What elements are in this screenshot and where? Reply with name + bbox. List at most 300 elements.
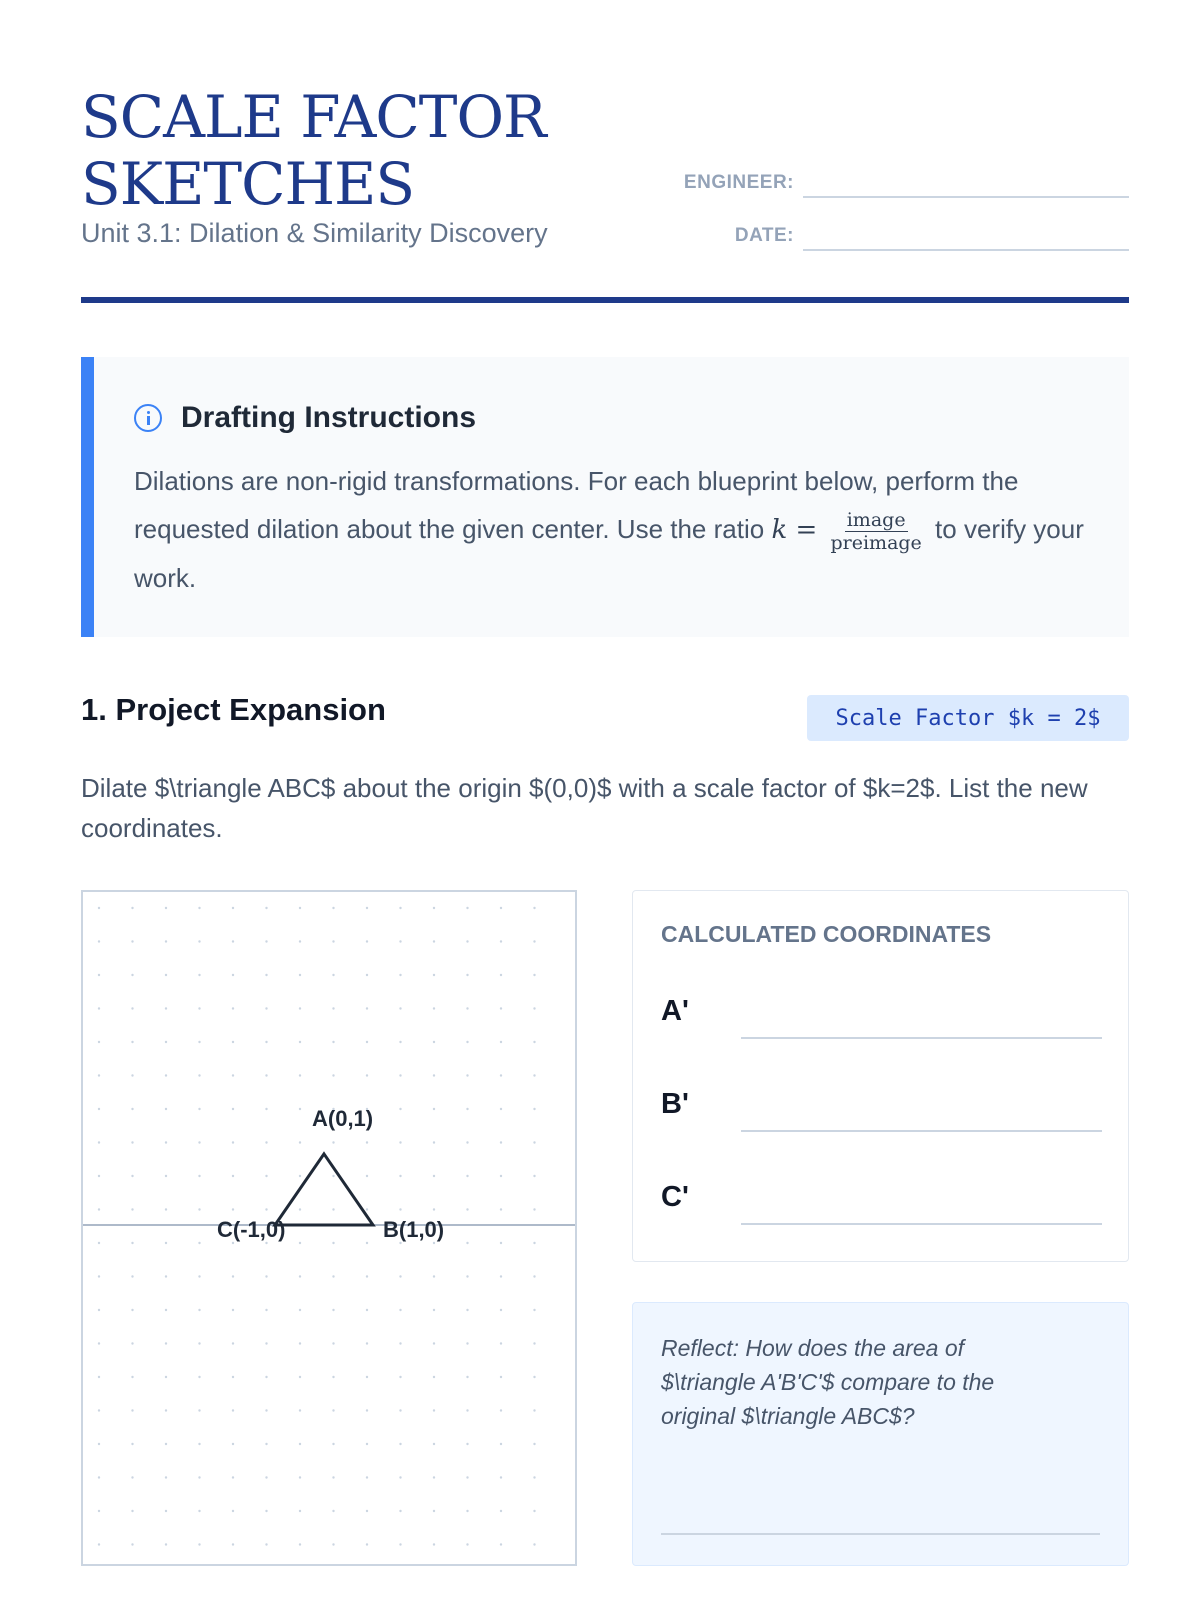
grid-dot	[533, 1007, 535, 1009]
grid-dot	[299, 1141, 301, 1143]
grid-dot	[265, 1443, 267, 1445]
grid-dot	[399, 1041, 401, 1043]
grid-dot	[198, 940, 200, 942]
grid-dot	[299, 1108, 301, 1110]
grid-dot	[131, 1275, 133, 1277]
grid-dot	[299, 940, 301, 942]
grid-dot	[500, 1476, 502, 1478]
grid-dot	[332, 1342, 334, 1344]
grid-dot	[500, 1108, 502, 1110]
grid-dot	[466, 1074, 468, 1076]
grid-dot	[533, 1275, 535, 1277]
grid-dot	[399, 1443, 401, 1445]
grid-dot	[399, 1510, 401, 1512]
grid-dot	[533, 1510, 535, 1512]
info-icon	[134, 404, 162, 432]
grid-dot	[232, 1141, 234, 1143]
grid-dot	[332, 1309, 334, 1311]
grid-dot	[165, 907, 167, 909]
grid-dot	[98, 1275, 100, 1277]
grid-dot	[198, 1108, 200, 1110]
grid-dot	[198, 1141, 200, 1143]
grid-dot	[98, 1175, 100, 1177]
grid-dot	[399, 1376, 401, 1378]
grid-dot	[366, 1409, 368, 1411]
grid-dot	[98, 1007, 100, 1009]
grid-dot	[366, 1074, 368, 1076]
engineer-line[interactable]	[803, 196, 1129, 198]
section-prompt: Dilate $\triangle ABC$ about the origin $(0,0)$ with a scale factor of $k=2$. List the new coordinates.	[81, 773, 1088, 843]
grid-dot	[332, 1208, 334, 1210]
grid-dot	[366, 1141, 368, 1143]
coordinate-answer-line-b[interactable]	[741, 1130, 1102, 1132]
grid-dot	[299, 1309, 301, 1311]
grid-dot	[500, 1242, 502, 1244]
grid-dot	[198, 1041, 200, 1043]
header-divider	[81, 297, 1129, 303]
grid-dot	[433, 974, 435, 976]
date-line[interactable]	[803, 249, 1129, 251]
grid-dot	[332, 1409, 334, 1411]
fraction-denominator: preimage	[830, 531, 922, 554]
dot-grid-graph[interactable]	[81, 890, 577, 1566]
grid-dot	[198, 1309, 200, 1311]
grid-dot	[399, 1409, 401, 1411]
grid-dot	[399, 1309, 401, 1311]
graph-canvas[interactable]	[83, 892, 575, 1564]
grid-dot	[500, 1376, 502, 1378]
grid-dot	[98, 1208, 100, 1210]
title-line-1: SCALE FACTOR	[81, 83, 546, 151]
instructions-text-after: to verify your work.	[134, 514, 1084, 593]
grid-dot	[433, 1443, 435, 1445]
grid-dot	[533, 1074, 535, 1076]
grid-dot	[131, 1007, 133, 1009]
grid-dot	[165, 1074, 167, 1076]
grid-dot	[198, 1208, 200, 1210]
grid-dot	[198, 907, 200, 909]
grid-dot	[232, 1342, 234, 1344]
grid-dot	[198, 1342, 200, 1344]
grid-dot	[131, 940, 133, 942]
grid-dot	[131, 1242, 133, 1244]
grid-dot	[265, 907, 267, 909]
grid-dot	[165, 1208, 167, 1210]
grid-dot	[299, 1510, 301, 1512]
instructions-text-before: Dilations are non-rigid transformations. For each blueprint below, perform the requested dilation about the given center. Use the ratio	[134, 466, 1019, 544]
grid-dot	[232, 1208, 234, 1210]
grid-dot	[500, 1007, 502, 1009]
grid-dot	[433, 1275, 435, 1277]
grid-dot	[433, 907, 435, 909]
grid-dot	[98, 1476, 100, 1478]
grid-dot	[366, 1510, 368, 1512]
grid-dot	[165, 1007, 167, 1009]
grid-dot	[165, 1275, 167, 1277]
grid-dot	[198, 974, 200, 976]
grid-dot	[98, 1342, 100, 1344]
reflection-answer-line[interactable]	[661, 1533, 1100, 1535]
date-label: DATE:	[734, 225, 794, 246]
grid-dot	[533, 907, 535, 909]
grid-dot	[299, 1409, 301, 1411]
grid-dot	[265, 940, 267, 942]
reflection-prompt: Reflect: How does the area of $\triangle A'B'C'$ compare to the original $\triangle ABC$?	[661, 1335, 995, 1429]
grid-dot	[232, 1007, 234, 1009]
grid-dot	[332, 1074, 334, 1076]
section-title: 1. Project Expansion	[81, 692, 386, 727]
grid-dot	[433, 1342, 435, 1344]
grid-dot	[165, 940, 167, 942]
triangle-abc	[275, 1154, 373, 1225]
k-symbol: k =	[771, 515, 818, 545]
page-subtitle: Unit 3.1: Dilation & Similarity Discovery	[81, 218, 548, 248]
grid-dot	[299, 1007, 301, 1009]
grid-dot	[399, 1543, 401, 1545]
grid-dot	[399, 1275, 401, 1277]
grid-dot	[366, 1175, 368, 1177]
grid-dot	[366, 1208, 368, 1210]
grid-dot	[332, 1476, 334, 1478]
page-title	[81, 84, 546, 218]
grid-dot	[232, 1376, 234, 1378]
grid-dot	[332, 1376, 334, 1378]
grid-dot	[232, 1175, 234, 1177]
grid-dot	[500, 1409, 502, 1411]
grid-dot	[500, 940, 502, 942]
grid-dot	[198, 1275, 200, 1277]
grid-dot	[399, 1208, 401, 1210]
grid-dot	[265, 1175, 267, 1177]
grid-dot	[399, 1342, 401, 1344]
scale-factor-badge: Scale Factor $k = 2$	[807, 695, 1129, 741]
grid-dot	[299, 974, 301, 976]
grid-dot	[332, 940, 334, 942]
engineer-label: ENGINEER:	[683, 172, 794, 193]
instructions-title: Drafting Instructions	[181, 401, 477, 434]
grid-dot	[332, 1275, 334, 1277]
grid-dot	[165, 1543, 167, 1545]
grid-dot	[332, 1443, 334, 1445]
grid-dot	[265, 1108, 267, 1110]
calculated-coordinates-panel	[632, 890, 1129, 1262]
grid-dot	[265, 1242, 267, 1244]
grid-dot	[131, 1476, 133, 1478]
grid-dot	[399, 1242, 401, 1244]
coordinate-label-c: C'	[661, 1181, 689, 1213]
date-field[interactable]	[671, 211, 1129, 251]
grid-dot	[366, 1476, 368, 1478]
grid-dot	[533, 1141, 535, 1143]
grid-dot	[232, 1476, 234, 1478]
grid-dot	[500, 1141, 502, 1143]
coordinate-answer-line-a[interactable]	[741, 1037, 1102, 1039]
grid-dot	[500, 1175, 502, 1177]
grid-dot	[332, 974, 334, 976]
grid-dot	[366, 1443, 368, 1445]
grid-dot	[265, 1309, 267, 1311]
grid-dot	[332, 1242, 334, 1244]
grid-dot	[299, 1275, 301, 1277]
grid-dot	[500, 1443, 502, 1445]
grid-dot	[366, 907, 368, 909]
grid-dot	[399, 974, 401, 976]
grid-dot	[299, 1376, 301, 1378]
grid-dot	[198, 1443, 200, 1445]
grid-dot	[131, 907, 133, 909]
grid-dot	[265, 1074, 267, 1076]
grid-dot	[131, 1309, 133, 1311]
grid-dot	[466, 1309, 468, 1311]
grid-dot	[466, 974, 468, 976]
grid-dot	[466, 1376, 468, 1378]
grid-dot	[500, 1543, 502, 1545]
grid-dot	[299, 1476, 301, 1478]
grid-dot	[466, 1443, 468, 1445]
coordinate-label-a: A'	[661, 995, 689, 1027]
grid-dot	[198, 1510, 200, 1512]
grid-dot	[265, 1476, 267, 1478]
grid-dot	[265, 1208, 267, 1210]
grid-dot	[232, 1108, 234, 1110]
grid-dot	[399, 1074, 401, 1076]
grid-dot	[399, 1108, 401, 1110]
grid-dot	[533, 1208, 535, 1210]
grid-dot	[533, 1309, 535, 1311]
grid-dot	[366, 974, 368, 976]
grid-dot	[299, 1175, 301, 1177]
grid-dot	[433, 1175, 435, 1177]
grid-dot	[265, 1543, 267, 1545]
coordinate-answer-line-c[interactable]	[741, 1223, 1102, 1225]
grid-dot	[366, 1543, 368, 1545]
grid-dot	[232, 1309, 234, 1311]
grid-dot	[98, 1074, 100, 1076]
grid-dot	[433, 1108, 435, 1110]
grid-dot	[533, 1041, 535, 1043]
grid-dot	[299, 1242, 301, 1244]
grid-dot	[500, 1041, 502, 1043]
grid-dot	[399, 1007, 401, 1009]
grid-dot	[98, 1041, 100, 1043]
coordinate-row-c[interactable]	[661, 1175, 1102, 1225]
grid-dot	[98, 974, 100, 976]
grid-dot	[433, 1141, 435, 1143]
grid-dot	[131, 1041, 133, 1043]
grid-dot	[366, 940, 368, 942]
grid-dot	[232, 1074, 234, 1076]
grid-dot	[265, 1007, 267, 1009]
grid-dot	[198, 1175, 200, 1177]
grid-dot	[165, 1376, 167, 1378]
grid-dot	[198, 1409, 200, 1411]
grid-dot	[98, 1510, 100, 1512]
grid-dot	[433, 1074, 435, 1076]
grid-dot	[332, 1175, 334, 1177]
grid-dot	[165, 1141, 167, 1143]
grid-dot	[332, 907, 334, 909]
grid-dot	[265, 1141, 267, 1143]
grid-dot	[98, 1409, 100, 1411]
grid-dot	[533, 1108, 535, 1110]
coordinate-row-a[interactable]	[661, 989, 1102, 1039]
point-label-c: C(-1,0)	[217, 1217, 286, 1242]
grid-dot	[265, 1275, 267, 1277]
grid-dot	[399, 1476, 401, 1478]
grid-dot	[399, 1175, 401, 1177]
grid-dot	[466, 1275, 468, 1277]
grid-dot	[500, 1342, 502, 1344]
grid-dot	[533, 1543, 535, 1545]
grid-dot	[198, 1242, 200, 1244]
reflection-box[interactable]	[632, 1302, 1129, 1566]
coordinates-title: CALCULATED COORDINATES	[661, 921, 992, 947]
grid-dot	[265, 1342, 267, 1344]
grid-dot	[533, 1342, 535, 1344]
instructions-text	[134, 457, 1094, 602]
grid-dot	[165, 1041, 167, 1043]
grid-dot	[131, 1141, 133, 1143]
grid-dot	[332, 1543, 334, 1545]
grid-dot	[533, 1242, 535, 1244]
grid-dot	[131, 1443, 133, 1445]
grid-dot	[466, 907, 468, 909]
point-label-a: A(0,1)	[312, 1105, 374, 1131]
grid-dot	[131, 1208, 133, 1210]
grid-dot	[399, 907, 401, 909]
grid-dot	[265, 1409, 267, 1411]
grid-dot	[98, 1543, 100, 1545]
grid-dot	[466, 1409, 468, 1411]
grid-dot	[433, 1208, 435, 1210]
grid-dot	[533, 974, 535, 976]
grid-dot	[165, 1476, 167, 1478]
grid-dot	[265, 974, 267, 976]
grid-dot	[165, 1309, 167, 1311]
grid-dot	[500, 1510, 502, 1512]
grid-dot	[299, 1074, 301, 1076]
grid-dot	[433, 1376, 435, 1378]
grid-dot	[131, 1376, 133, 1378]
grid-dot	[366, 1342, 368, 1344]
grid-dot	[332, 1141, 334, 1143]
grid-dot	[366, 1242, 368, 1244]
grid-dot	[466, 1510, 468, 1512]
grid-dot	[366, 1309, 368, 1311]
grid-dot	[165, 1175, 167, 1177]
grid-dot	[98, 1376, 100, 1378]
grid-dot	[500, 907, 502, 909]
grid-dot	[533, 1376, 535, 1378]
grid-dot	[265, 1041, 267, 1043]
engineer-field[interactable]	[671, 158, 1129, 198]
instructions-header	[134, 401, 476, 435]
grid-dot	[332, 1041, 334, 1043]
worksheet-page	[81, 0, 1129, 1600]
point-label-b: B(1,0)	[383, 1217, 445, 1242]
grid-dot	[433, 940, 435, 942]
grid-dot	[165, 1443, 167, 1445]
grid-dot	[232, 974, 234, 976]
grid-dot	[265, 1376, 267, 1378]
grid-dot	[165, 1510, 167, 1512]
grid-dot	[131, 1175, 133, 1177]
instructions-callout	[81, 357, 1129, 637]
grid-dot	[232, 907, 234, 909]
grid-dot	[466, 1141, 468, 1143]
grid-dot	[500, 974, 502, 976]
grid-dot	[533, 1443, 535, 1445]
grid-dot	[299, 1443, 301, 1445]
grid-dot	[433, 1476, 435, 1478]
grid-dot	[198, 1476, 200, 1478]
grid-dot	[131, 974, 133, 976]
coordinate-row-b[interactable]	[661, 1082, 1102, 1132]
grid-dot	[232, 1242, 234, 1244]
grid-dot	[332, 1007, 334, 1009]
grid-dot	[500, 1309, 502, 1311]
grid-dot	[466, 1007, 468, 1009]
grid-dot	[165, 974, 167, 976]
grid-dot	[399, 940, 401, 942]
grid-dot	[433, 1041, 435, 1043]
grid-dot	[466, 1175, 468, 1177]
grid-dot	[165, 1409, 167, 1411]
grid-dot	[198, 1074, 200, 1076]
grid-dot	[299, 907, 301, 909]
grid-dot	[131, 1510, 133, 1512]
grid-dot	[366, 1041, 368, 1043]
grid-dot	[299, 1041, 301, 1043]
grid-dot	[466, 1108, 468, 1110]
grid-dot	[131, 1074, 133, 1076]
grid-dot	[366, 1376, 368, 1378]
grid-dot	[466, 1041, 468, 1043]
grid-dot	[466, 940, 468, 942]
grid-dot	[466, 1543, 468, 1545]
grid-dot	[366, 1275, 368, 1277]
grid-dot	[433, 1543, 435, 1545]
grid-dot	[299, 1208, 301, 1210]
grid-dot	[433, 1242, 435, 1244]
grid-dot	[533, 1409, 535, 1411]
grid-dot	[198, 1543, 200, 1545]
grid-dot	[533, 1476, 535, 1478]
grid-dot	[131, 1543, 133, 1545]
grid-dot	[232, 1275, 234, 1277]
grid-dot	[466, 1476, 468, 1478]
grid-dot	[98, 1242, 100, 1244]
grid-dot	[466, 1242, 468, 1244]
grid-dot	[198, 1007, 200, 1009]
grid-dot	[299, 1342, 301, 1344]
grid-dot	[533, 940, 535, 942]
grid-dot	[366, 1007, 368, 1009]
grid-dot	[131, 1108, 133, 1110]
grid-dot	[98, 1309, 100, 1311]
grid-dot	[131, 1342, 133, 1344]
coordinate-label-b: B'	[661, 1088, 689, 1120]
grid-dot	[299, 1543, 301, 1545]
grid-dot	[232, 1543, 234, 1545]
fraction-numerator: image	[846, 508, 906, 531]
grid-dot	[399, 1141, 401, 1143]
grid-dot	[466, 1208, 468, 1210]
grid-dot	[232, 1510, 234, 1512]
grid-dot	[165, 1342, 167, 1344]
title-line-2: SKETCHES	[81, 150, 415, 218]
grid-dot	[500, 1074, 502, 1076]
